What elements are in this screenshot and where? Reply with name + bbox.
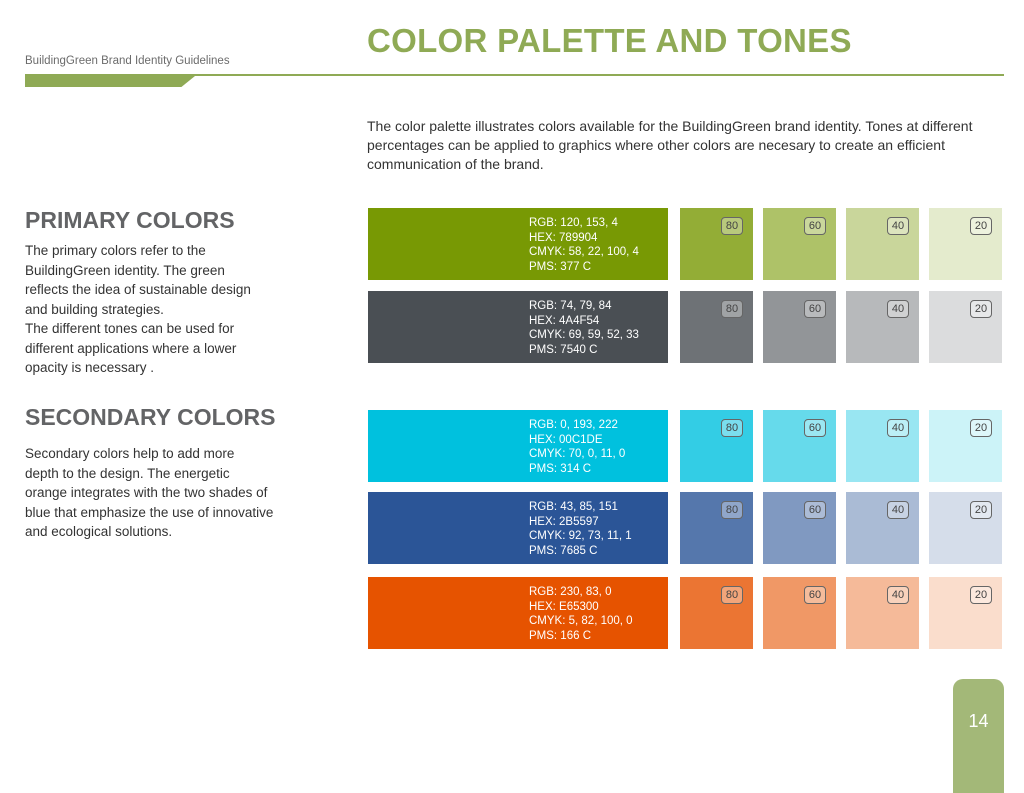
header-rule [25,74,1004,76]
tone-percent-label: 40 [887,300,909,318]
page-number: 14 [968,711,989,731]
tone-swatch [763,410,836,482]
swatch-hex: HEX: 2B5597 [529,515,599,528]
tone-percent-label: 40 [887,419,909,437]
tone-swatch [846,577,919,649]
tone-swatch [929,492,1002,564]
tone-percent-label: 80 [721,586,743,604]
swatch-rgb: RGB: 120, 153, 4 [529,217,618,229]
tone-percent-label: 40 [887,586,909,604]
tone-swatch [763,492,836,564]
swatch-hex: HEX: 789904 [529,231,598,244]
tone-percent-label: 60 [804,419,826,437]
primary-colors-heading: PRIMARY COLORS [25,207,235,233]
swatch-pms: PMS: 166 C [529,629,591,642]
tone-percent-label: 60 [804,217,826,235]
swatch-cmyk: CMYK: 92, 73, 11, 1 [529,530,632,542]
header-tab [25,76,195,87]
page-number-tab [953,679,1004,793]
swatch-info [529,418,625,476]
tone-swatch [846,291,919,363]
tone-percent-label: 40 [887,501,909,519]
swatch-info [529,585,633,643]
tone-swatch [763,291,836,363]
tone-percent-label: 20 [970,217,992,235]
swatch-hex: HEX: 00C1DE [529,433,603,446]
main-swatch [368,291,668,363]
tone-percent-label: 40 [887,217,909,235]
swatch-rgb: RGB: 74, 79, 84 [529,300,612,312]
tone-percent-label: 80 [721,217,743,235]
tone-percent-label: 20 [970,419,992,437]
tone-swatch [929,410,1002,482]
primary-colors-text: The primary colors refer to the BuildingGreen identity. The green reflects the idea of sustainable design and building strategies. The different tones can be used for different applications where a lower opacity is necessary . [25,243,251,375]
tone-percent-label: 20 [970,501,992,519]
main-swatch [368,492,668,564]
tone-percent-label: 80 [721,501,743,519]
tone-percent-label: 20 [970,300,992,318]
swatch-rgb: RGB: 43, 85, 151 [529,501,618,513]
tone-percent-label: 80 [721,419,743,437]
tone-swatch [680,208,753,280]
tone-swatch [680,577,753,649]
swatch-info [529,216,639,274]
swatch-pms: PMS: 377 C [529,260,591,273]
tone-swatch [846,492,919,564]
swatch-cmyk: CMYK: 58, 22, 100, 4 [529,246,639,258]
swatch-rgb: RGB: 0, 193, 222 [529,419,618,431]
swatch-cmyk: CMYK: 5, 82, 100, 0 [529,615,633,627]
tone-swatch [680,291,753,363]
tone-percent-label: 60 [804,586,826,604]
tone-percent-label: 60 [804,501,826,519]
main-swatch [368,577,668,649]
swatch-rgb: RGB: 230, 83, 0 [529,586,612,598]
doc-subtitle: BuildingGreen Brand Identity Guidelines [25,55,230,67]
tone-swatch [929,208,1002,280]
swatch-info [529,500,632,558]
tone-swatch [680,492,753,564]
main-swatch [368,208,668,280]
page-title: COLOR PALETTE AND TONES [367,22,852,59]
tone-swatch [929,291,1002,363]
secondary-colors-text: Secondary colors help to add more depth to the design. The energetic orange integrates with the two shades of blue that emphasize the use of innovative and ecological solutions. [25,446,274,539]
swatch-pms: PMS: 7685 C [529,544,598,557]
tone-percent-label: 20 [970,586,992,604]
tone-swatch [929,577,1002,649]
main-swatch [368,410,668,482]
tone-swatch [680,410,753,482]
tone-percent-label: 60 [804,300,826,318]
intro-paragraph: The color palette illustrates colors available for the BuildingGreen brand identity. Tones at different percentages can be applied to graphics where other colors are necesary to create an efficient communication of the brand. [367,118,973,172]
swatch-cmyk: CMYK: 69, 59, 52, 33 [529,329,639,341]
swatch-pms: PMS: 7540 C [529,343,598,356]
swatch-hex: HEX: E65300 [529,600,599,613]
tone-swatch [846,208,919,280]
tone-swatch [763,208,836,280]
tone-swatch [846,410,919,482]
secondary-colors-heading: SECONDARY COLORS [25,404,276,430]
swatch-hex: HEX: 4A4F54 [529,314,600,327]
swatch-cmyk: CMYK: 70, 0, 11, 0 [529,448,626,460]
tone-swatch [763,577,836,649]
swatch-pms: PMS: 314 C [529,462,591,475]
swatch-info [529,299,639,357]
tone-percent-label: 80 [721,300,743,318]
